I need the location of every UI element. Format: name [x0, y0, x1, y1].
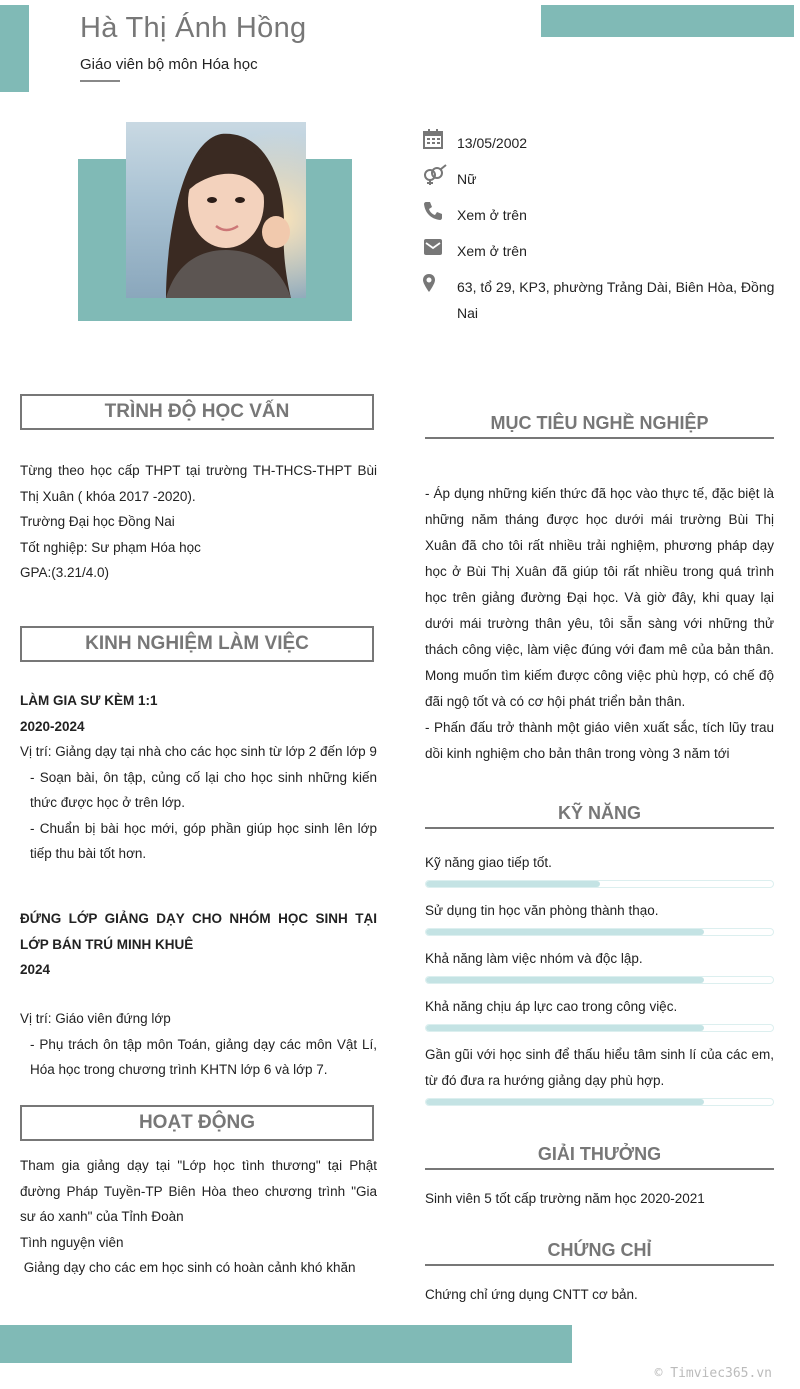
skill-bar: [425, 976, 774, 984]
job-period: 2020-2024: [20, 718, 85, 734]
candidate-name: Hà Thị Ánh Hồng: [80, 12, 307, 44]
education-section: [20, 458, 377, 586]
activity-line: Giảng dạy cho các em học sinh có hoàn cảnh khó khăn: [20, 1260, 356, 1275]
top-right-accent: [541, 5, 794, 37]
contact-info: [422, 128, 774, 328]
activities-section: [20, 1153, 377, 1281]
skill-label: Khả năng làm việc nhóm và độc lập.: [425, 951, 643, 966]
footer-accent: [0, 1325, 572, 1363]
job-title: LÀM GIA SƯ KÈM 1:1: [20, 693, 158, 708]
skill-bar: [425, 1098, 774, 1106]
skill-fill: [426, 1099, 704, 1105]
skill-label: Kỹ năng giao tiếp tốt.: [425, 855, 552, 870]
skill-fill: [426, 881, 600, 887]
job-task: - Chuẩn bị bài học mới, góp phần giúp học sinh lên lớp tiếp thu bài tốt hơn.: [30, 820, 377, 861]
top-left-accent: [0, 5, 29, 92]
watermark: © Timviec365.vn: [654, 1366, 772, 1381]
certificates-text: Chứng chỉ ứng dụng CNTT cơ bản.: [425, 1287, 638, 1302]
experience-heading: KINH NGHIỆM LÀM VIỆC: [20, 626, 374, 662]
education-heading: TRÌNH ĐỘ HỌC VẤN: [20, 394, 374, 430]
skill-fill: [426, 977, 704, 983]
gender-icon: [422, 164, 444, 186]
job-task: - Phụ trách ôn tập môn Toán, giảng dạy các môn Vật Lí, Hóa học trong chương trình KHTN lớp 6 và lớp 7.: [30, 1036, 377, 1077]
gender-value: Nữ: [457, 171, 477, 187]
role-underline: [80, 80, 120, 82]
awards-heading: GIẢI THƯỞNG: [425, 1144, 774, 1170]
profile-photo: [126, 122, 306, 298]
experience-job-2-details: [20, 1006, 377, 1083]
skill-bar: [425, 880, 774, 888]
address-value: 63, tổ 29, KP3, phường Trảng Dài, Biên Hòa, Đồng Nai: [457, 279, 775, 321]
job-period: 2024: [20, 962, 51, 977]
education-line: Trường Đại học Đồng Nai: [20, 514, 175, 529]
calendar-icon: [422, 128, 444, 150]
objective-line: - Áp dụng những kiến thức đã học vào thực tế, đặc biệt là những năm tháng được học dưới mái trường Bùi Thị Xuân đã cho tôi rất nhiều trải nghiệm, phương pháp dạy học ở Bùi Thị Xuân đã giúp tôi rất nhiều trong quá trình học trên giảng đường Đại học. Và giờ đây, khi quay lại dưới mái trường thân yêu, tôi sẵn sàng với những thử thách công việc, làm việc đúng với đam mê của bản thân. Mong muốn tìm kiếm được công việc phù hợp, có chế độ đãi ngộ tốt và có cơ hội phát triển bản thân.: [425, 486, 774, 709]
certificates-heading: CHỨNG CHỈ: [425, 1240, 774, 1266]
phone-icon: [422, 200, 444, 222]
job-position: Vị trí: Giảng dạy tại nhà cho các học sinh từ lớp 2 đến lớp 9: [20, 744, 377, 759]
activity-line: Tình nguyện viên: [20, 1234, 124, 1250]
activities-heading: HOẠT ĐỘNG: [20, 1105, 374, 1141]
experience-job-1: [20, 688, 377, 867]
objective-heading: MỤC TIÊU NGHỀ NGHIỆP: [425, 413, 774, 439]
objective-section: [425, 481, 774, 767]
awards-text: Sinh viên 5 tốt cấp trường năm học 2020-2021: [425, 1191, 705, 1206]
birthdate-value: 13/05/2002: [457, 135, 528, 151]
skill-label: Khả năng chịu áp lực cao trong công việc.: [425, 999, 678, 1014]
objective-line: - Phấn đấu trở thành một giáo viên xuất sắc, tích lũy trau dồi kinh nghiệm cho bản thân trong vòng 3 năm tới: [425, 720, 774, 761]
skill-label: Gần gũi với học sinh để thấu hiểu tâm sinh lí của các em, từ đó đưa ra hướng giảng dạy phù hợp.: [425, 1047, 774, 1088]
job-position: Vị trí: Giáo viên đứng lớp: [20, 1011, 171, 1026]
candidate-role: Giáo viên bộ môn Hóa học: [80, 56, 258, 73]
skill-fill: [426, 929, 704, 935]
phone-value: Xem ở trên: [457, 207, 527, 223]
skill-fill: [426, 1025, 704, 1031]
skills-heading: KỸ NĂNG: [425, 803, 774, 829]
education-line: GPA:(3.21/4.0): [20, 565, 110, 580]
experience-job-2: [20, 906, 377, 983]
skill-bar: [425, 1024, 774, 1032]
education-line: Từng theo học cấp THPT tại trường TH-THCS-THPT Bùi Thị Xuân ( khóa 2017 -2020).: [20, 463, 377, 504]
job-task: - Soạn bài, ôn tập, củng cố lại cho học sinh những kiến thức được học ở trên lớp.: [30, 769, 377, 810]
activity-line: Tham gia giảng dạy tại "Lớp học tình thương" tại Phật đường Pháp Tuyền-TP Biên Hòa theo chương trình "Gia sư áo xanh" của Tỉnh Đoàn: [20, 1158, 377, 1224]
email-value: Xem ở trên: [457, 243, 527, 259]
location-icon: [422, 272, 444, 294]
skill-label: Sử dụng tin học văn phòng thành thạo.: [425, 903, 659, 918]
email-icon: [422, 236, 444, 258]
job-title: ĐỨNG LỚP GIẢNG DẠY CHO NHÓM HỌC SINH TẠI LỚP BÁN TRÚ MINH KHUÊ: [20, 911, 377, 952]
skill-bar: [425, 928, 774, 936]
education-line: Tốt nghiệp: Sư phạm Hóa học: [20, 539, 201, 555]
